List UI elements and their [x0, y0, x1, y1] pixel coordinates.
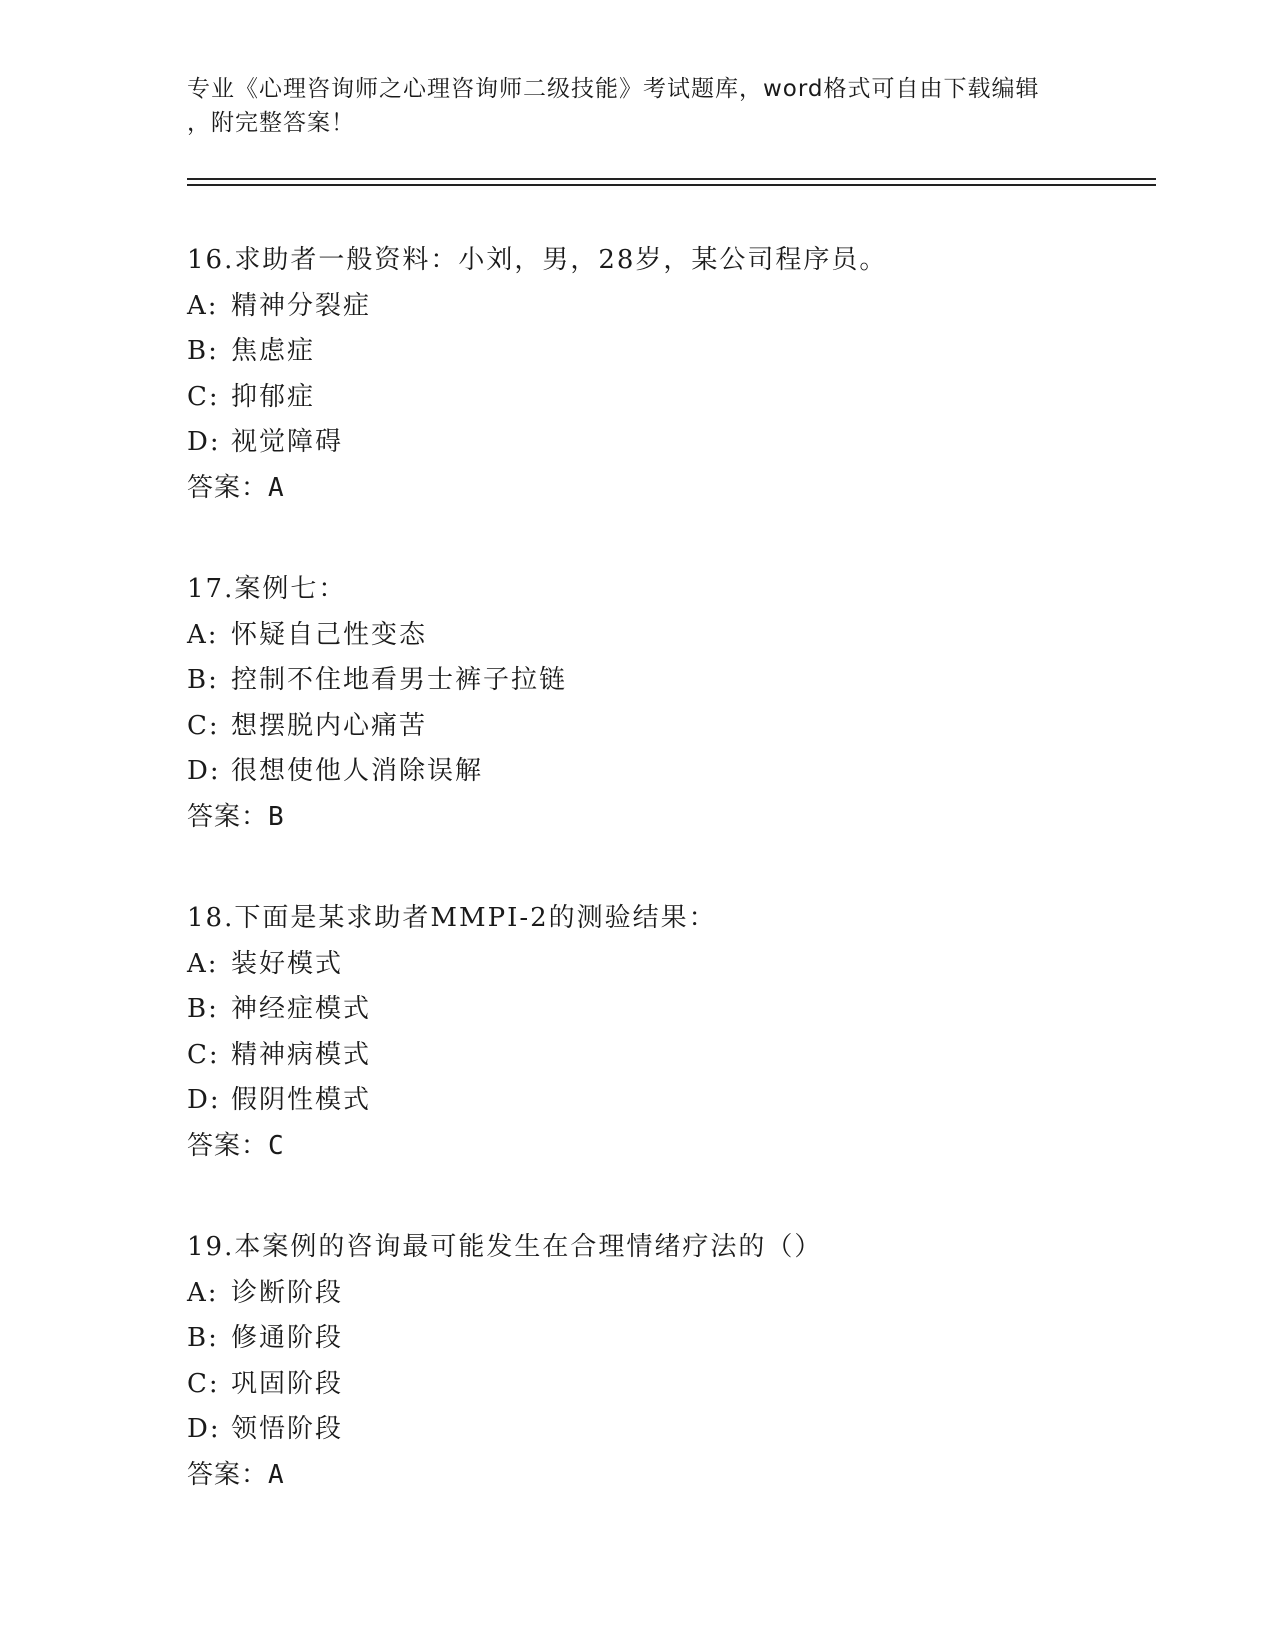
question-option: [187, 284, 1147, 330]
option-key: D:: [187, 756, 221, 786]
question-option: [187, 704, 1147, 750]
question-option: [187, 420, 1147, 466]
option-key: D:: [187, 1414, 221, 1444]
question-option: [187, 1316, 1147, 1362]
option-key: C:: [187, 710, 220, 741]
header-line-2: ，附完整答案！: [187, 110, 355, 136]
option-key: C:: [187, 381, 220, 412]
question-option: [187, 329, 1147, 375]
question-answer: 答案：A: [187, 1459, 285, 1490]
question-option: [187, 942, 1147, 988]
question-option: [187, 987, 1147, 1033]
option-text: 修通阶段: [231, 1323, 344, 1353]
header-divider-bottom: [187, 184, 1156, 186]
question-stem: 18.下面是某求助者MMPI-2的测验结果：: [187, 903, 717, 933]
question-option: [187, 1033, 1147, 1079]
option-text: 领悟阶段: [231, 1414, 344, 1444]
question-option: [187, 613, 1147, 659]
question-list: [187, 238, 1147, 1554]
option-text: 想摆脱内心痛苦: [231, 710, 428, 741]
option-key: B:: [187, 665, 219, 695]
question-option: [187, 1078, 1147, 1124]
question-block: [187, 896, 1147, 1169]
option-key: A:: [187, 948, 219, 979]
option-text: 精神分裂症: [231, 290, 372, 321]
option-key: B:: [187, 1323, 219, 1353]
option-key: D:: [187, 1085, 221, 1115]
header-line-1: 专业《心理咨询师之心理咨询师二级技能》考试题库，word格式可自由下载编辑: [187, 76, 1040, 102]
question-block: [187, 1225, 1147, 1498]
question-option: [187, 749, 1147, 795]
option-text: 怀疑自己性变态: [231, 619, 428, 650]
option-text: 假阴性模式: [231, 1085, 372, 1115]
option-key: C:: [187, 1368, 220, 1399]
option-key: A:: [187, 290, 219, 321]
option-text: 诊断阶段: [231, 1277, 344, 1308]
option-text: 很想使他人消除误解: [231, 756, 484, 786]
header-divider-top: [187, 178, 1156, 180]
question-answer: 答案：C: [187, 1130, 285, 1161]
question-option: [187, 658, 1147, 704]
question-option: [187, 1271, 1147, 1317]
option-text: 装好模式: [231, 948, 344, 979]
question-option: [187, 1362, 1147, 1408]
question-stem: 16.求助者一般资料：小刘，男，28岁，某公司程序员。: [187, 245, 888, 275]
option-key: B:: [187, 994, 219, 1024]
option-text: 精神病模式: [231, 1039, 372, 1070]
question-answer: 答案：A: [187, 472, 285, 503]
option-key: C:: [187, 1039, 220, 1070]
question-option: [187, 1407, 1147, 1453]
question-answer: 答案：B: [187, 801, 285, 832]
option-text: 控制不住地看男士裤子拉链: [231, 665, 568, 695]
question-block: [187, 567, 1147, 840]
option-text: 视觉障碍: [231, 427, 344, 457]
option-text: 焦虑症: [231, 336, 316, 366]
question-block: [187, 238, 1147, 511]
option-text: 巩固阶段: [231, 1368, 344, 1399]
option-key: A:: [187, 1277, 219, 1308]
document-header: [187, 72, 1067, 140]
question-stem: 19.本案例的咨询最可能发生在合理情绪疗法的（）: [187, 1232, 823, 1262]
option-key: D:: [187, 427, 221, 457]
option-text: 抑郁症: [231, 381, 316, 412]
question-stem: 17.案例七：: [187, 574, 347, 604]
question-option: [187, 375, 1147, 421]
option-key: B:: [187, 336, 219, 366]
option-text: 神经症模式: [231, 994, 372, 1024]
option-key: A:: [187, 619, 219, 650]
